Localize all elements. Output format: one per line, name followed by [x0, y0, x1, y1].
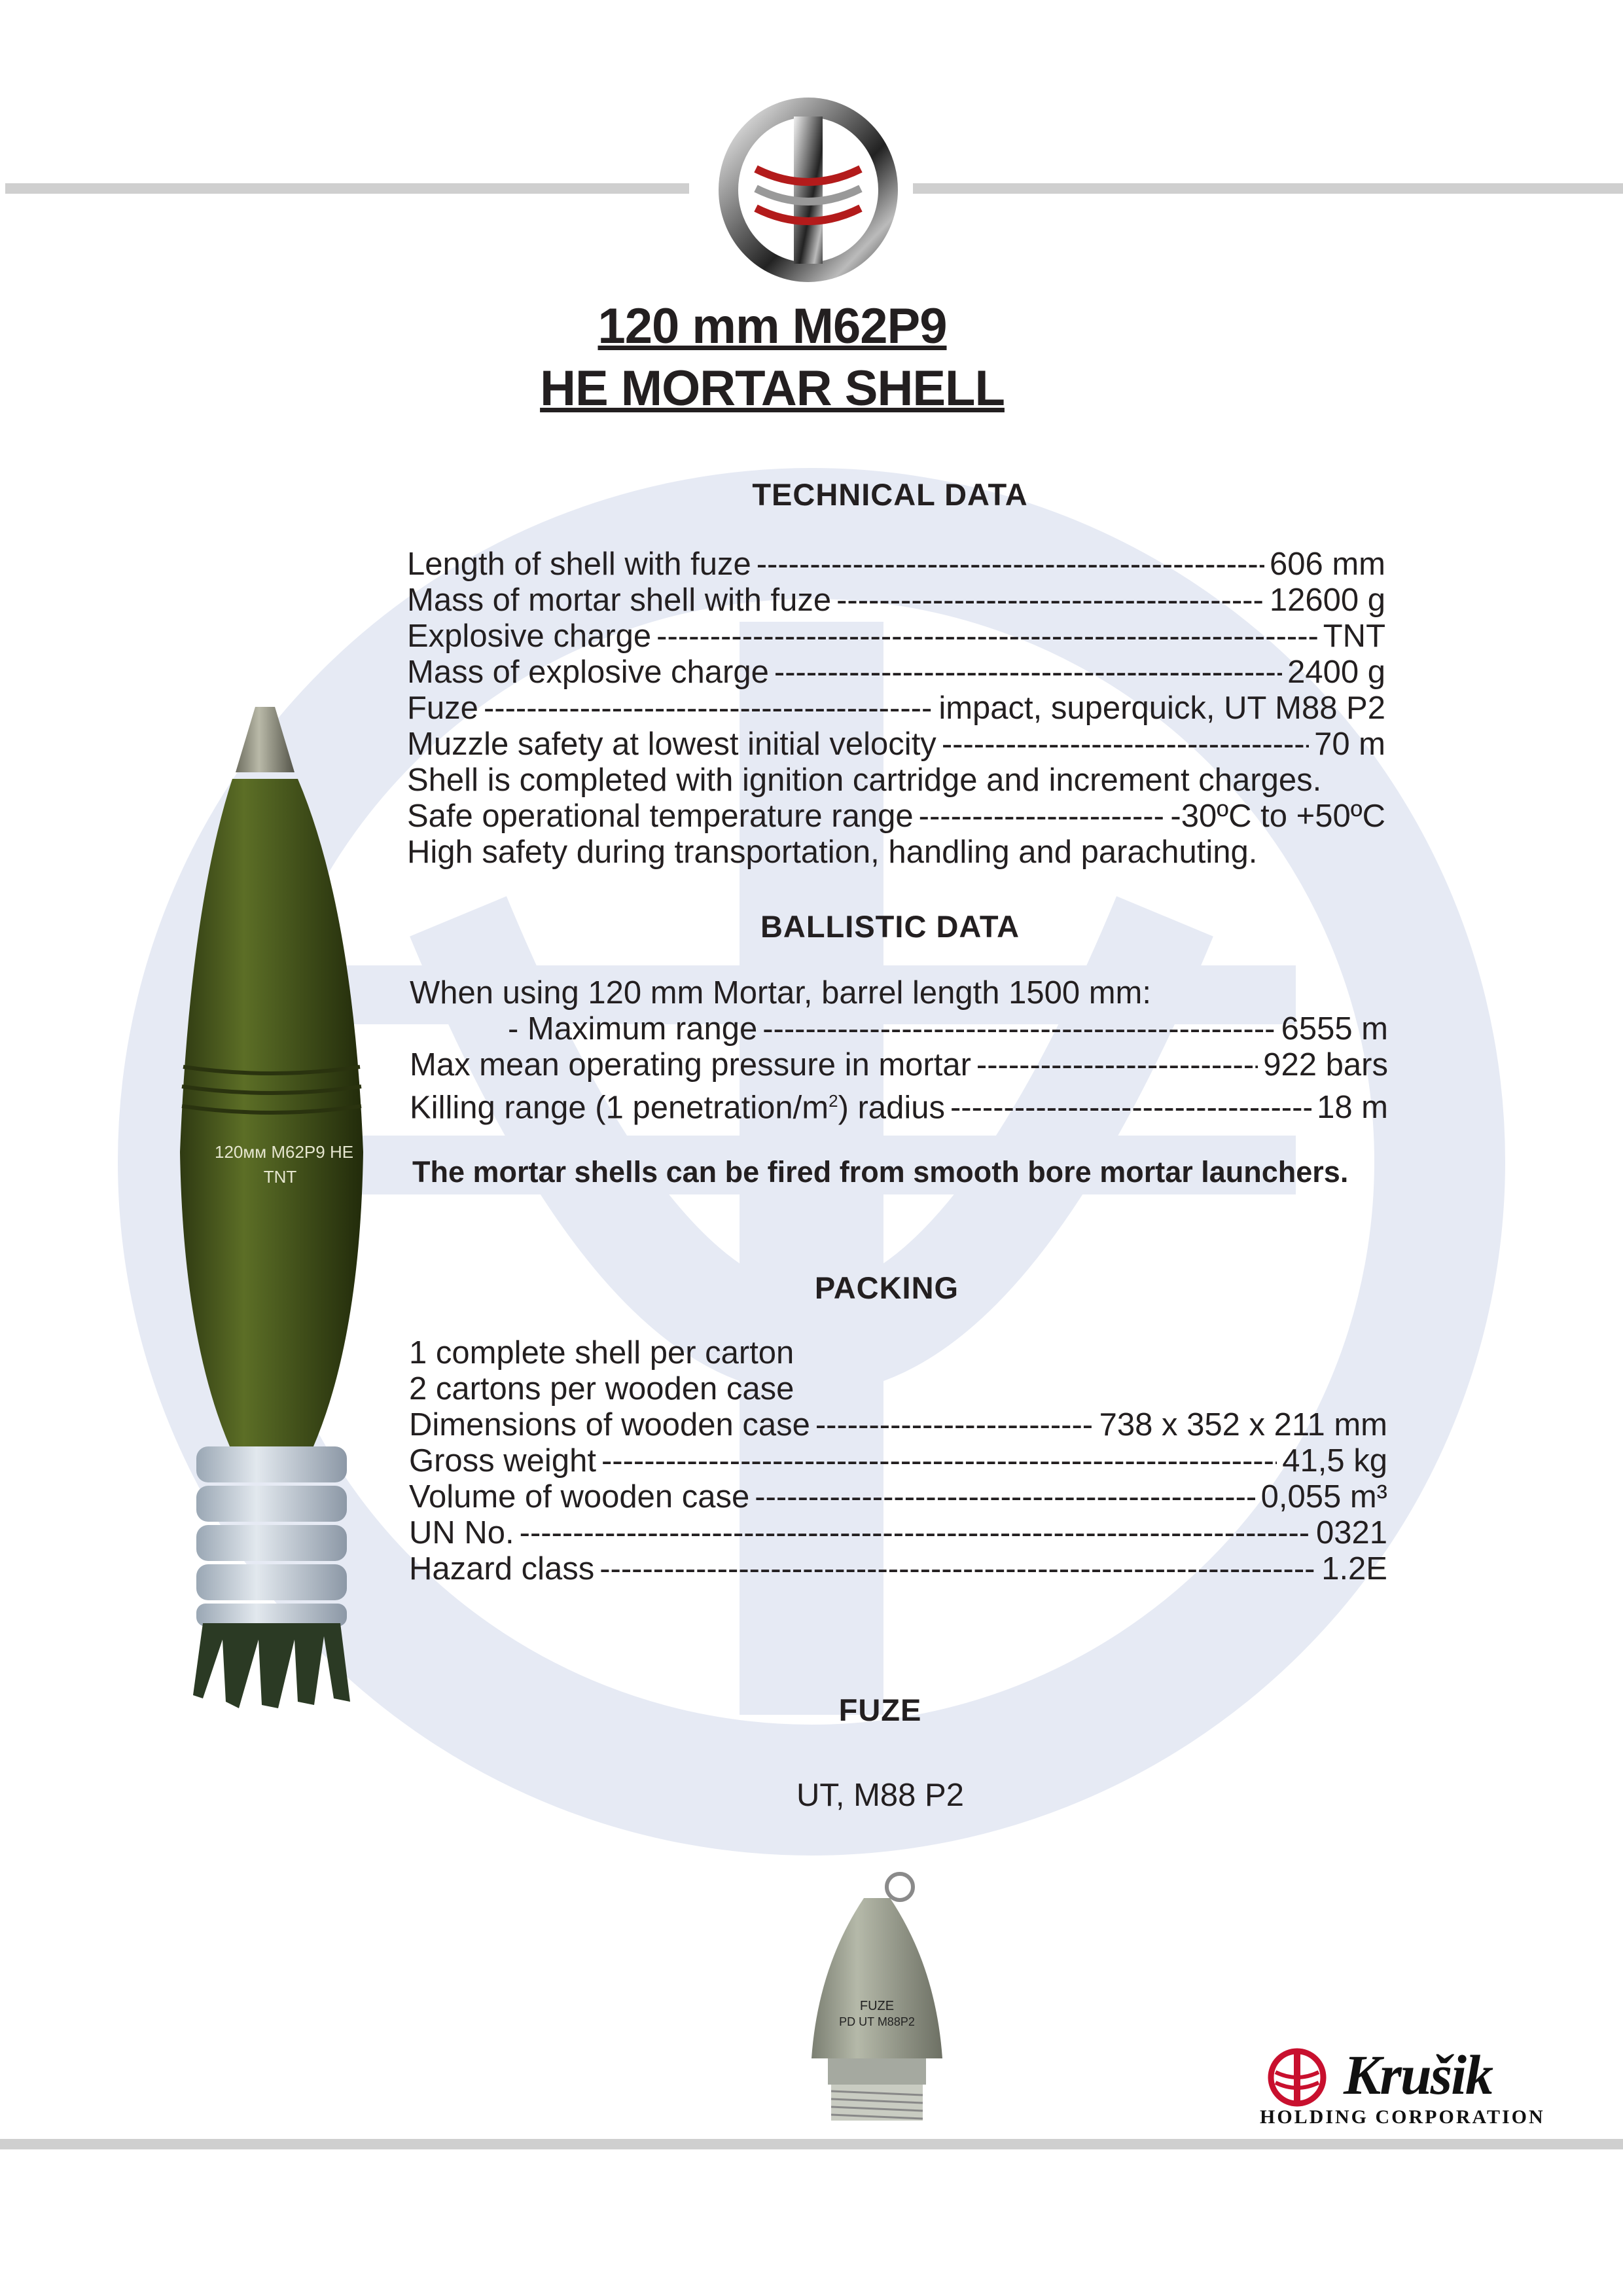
technical-data-list [407, 547, 1385, 870]
ballistic-row: - Maximum range ----- 6555 m [410, 1011, 1388, 1047]
mortar-shell-illustration [164, 694, 386, 1715]
shell-marking-2: TNT [263, 1167, 297, 1187]
technical-row: Length of shell with fuze ----- 606 mm [407, 547, 1385, 583]
fuze-heading: FUZE [838, 1693, 922, 1727]
top-rule-right [913, 183, 1623, 194]
fuze-marking-1: FUZE [859, 1999, 895, 2013]
technical-row: Mass of explosive charge ----- 2400 g [407, 655, 1385, 691]
ballistic-row: Killing range (1 penetration/$m^2$) radius ----- 18 m [410, 1083, 1388, 1119]
bottom-rule [0, 2139, 1623, 2149]
fuze-model: UT, M88 P2 [796, 1778, 964, 1813]
ballistic-data-heading: BALLISTIC DATA [760, 909, 1020, 944]
top-rule-left [5, 183, 689, 194]
brand-name: Krušik [1344, 2043, 1493, 2106]
packing-row: Hazard class ----- 1.2E [409, 1551, 1387, 1587]
packing-list [409, 1335, 1387, 1587]
packing-row: Gross weight ----- 41,5 kg [409, 1443, 1387, 1479]
packing-row: Dimensions of wooden case ----- 738 x 352 x 211 mm [409, 1407, 1387, 1443]
packing-line: 1 complete shell per carton [409, 1335, 794, 1371]
packing-row: Volume of wooden case ----- 0,055 m³ [409, 1479, 1387, 1515]
page-title-line2: HE MORTAR SHELL [540, 361, 1005, 416]
ballistic-intro: When using 120 mm Mortar, barrel length 1500 mm: [410, 975, 1151, 1011]
ballistic-data-list [410, 975, 1388, 1126]
packing-heading: PACKING [814, 1270, 959, 1305]
launcher-note: The mortar shells can be fired from smooth bore mortar launchers. [412, 1155, 1349, 1189]
technical-row: Safe operational temperature range ----- -30ºC to +50ºC [407, 798, 1385, 834]
technical-row: Mass of mortar shell with fuze ----- 12600 g [407, 583, 1385, 619]
brand-subtitle: HOLDING CORPORATION [1260, 2106, 1545, 2128]
technical-row: Explosive charge ----- TNT [407, 619, 1385, 655]
shell-marking-1: 120мм M62P9 HE [215, 1142, 354, 1162]
page-title-line1: 120 mm M62P9 [597, 298, 947, 354]
packing-row: UN No. ----- 0321 [409, 1515, 1387, 1551]
completed-note: Shell is completed with ignition cartridge and increment charges. [407, 762, 1322, 798]
fuze-marking-2: PD UT M88P2 [839, 2015, 915, 2028]
ballistic-row: Max mean operating pressure in mortar ----- 922 bars [410, 1047, 1388, 1083]
brand-emblem-icon [1261, 2045, 1333, 2110]
technical-data-heading: TECHNICAL DATA [752, 477, 1028, 512]
technical-row: Fuze ----- impact, superquick, UT M88 P2 [407, 691, 1385, 726]
technical-row: Muzzle safety at lowest initial velocity ----- 70 m [407, 726, 1385, 762]
packing-line: 2 cartons per wooden case [409, 1371, 794, 1407]
safety-note: High safety during transportation, handling and parachuting. [407, 834, 1258, 870]
company-emblem-logo [717, 97, 900, 283]
